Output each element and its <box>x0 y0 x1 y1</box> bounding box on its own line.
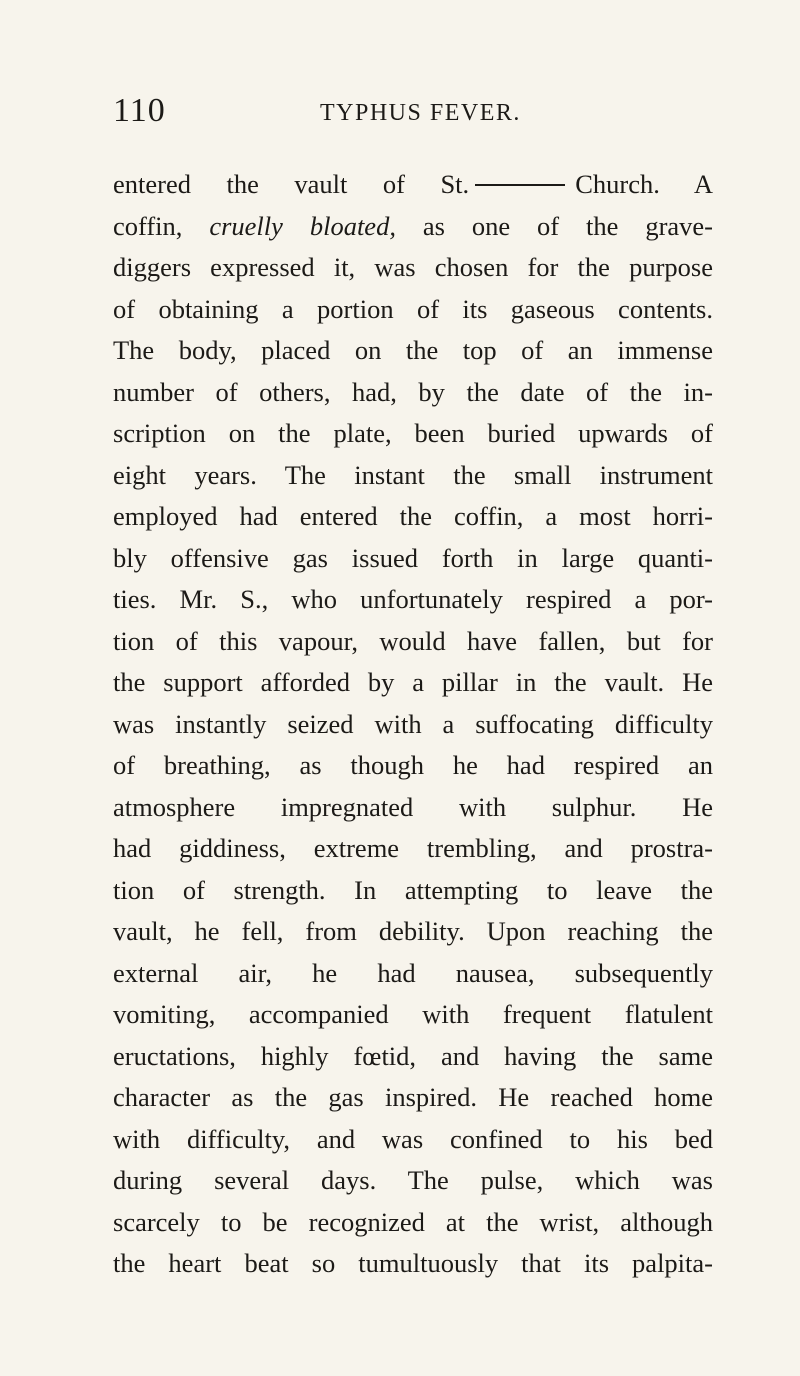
text-fragment: entered the vault of St. <box>113 169 470 199</box>
text-line: vomiting, accompanied with frequent flatulent <box>113 999 713 1029</box>
text-line: diggers expressed it, was chosen for the purpose <box>113 252 713 282</box>
text-line: atmosphere impregnated with sulphur. He <box>113 791 713 822</box>
running-head: TYPHUS FEVER. <box>320 100 521 126</box>
text-line: vault, he fell, from debility. Upon reaching the <box>113 916 713 946</box>
text-line: The body, placed on the top of an immense <box>113 335 713 365</box>
page-number: 110 <box>113 92 166 129</box>
text-line: scarcely to be recognized at the wrist, although <box>113 1206 713 1237</box>
text-line <box>113 164 713 206</box>
text-line: the support afforded by a pillar in the vault. He <box>113 667 713 697</box>
text-line: employed had entered the coffin, a most horri- <box>113 501 713 531</box>
text-line: tion of strength. In attempting to leave the <box>113 874 713 905</box>
text-fragment: Church. A <box>575 169 714 199</box>
text-fragment: as one of the grave- <box>422 210 714 241</box>
text-line: tion of this vapour, would have fallen, but for <box>113 625 713 656</box>
text-line: character as the gas inspired. He reached home <box>113 1082 713 1112</box>
text-line: ties. Mr. S., who unfortunately respired a por- <box>113 584 713 614</box>
text-line: external air, he had nausea, subsequently <box>113 957 713 988</box>
text-line: during several days. The pulse, which was <box>113 1165 713 1195</box>
text-line: bly offensive gas issued forth in large quanti- <box>113 542 713 573</box>
text-line: number of others, had, by the date of the in- <box>113 376 713 407</box>
text-line: was instantly seized with a suffocating difficulty <box>113 708 713 739</box>
text-line: of breathing, as though he had respired an <box>113 750 713 780</box>
italic-phrase: cruelly bloated, <box>209 210 396 241</box>
body-text <box>113 164 713 1285</box>
text-line: the heart beat so tumultuously that its palpita- <box>113 1248 713 1278</box>
text-line: eight years. The instant the small instrument <box>113 459 713 490</box>
blank-dash <box>475 184 565 186</box>
text-line: with difficulty, and was confined to his bed <box>113 1123 713 1154</box>
page-header <box>113 92 713 132</box>
text-line: had giddiness, extreme trembling, and prostra- <box>113 833 713 863</box>
text-fragment: coffin, <box>113 210 183 241</box>
text-line <box>113 206 713 248</box>
text-line: scription on the plate, been buried upwards of <box>113 418 713 448</box>
text-line: of obtaining a portion of its gaseous contents. <box>113 293 713 324</box>
text-line: eructations, highly fœtid, and having the same <box>113 1040 713 1071</box>
